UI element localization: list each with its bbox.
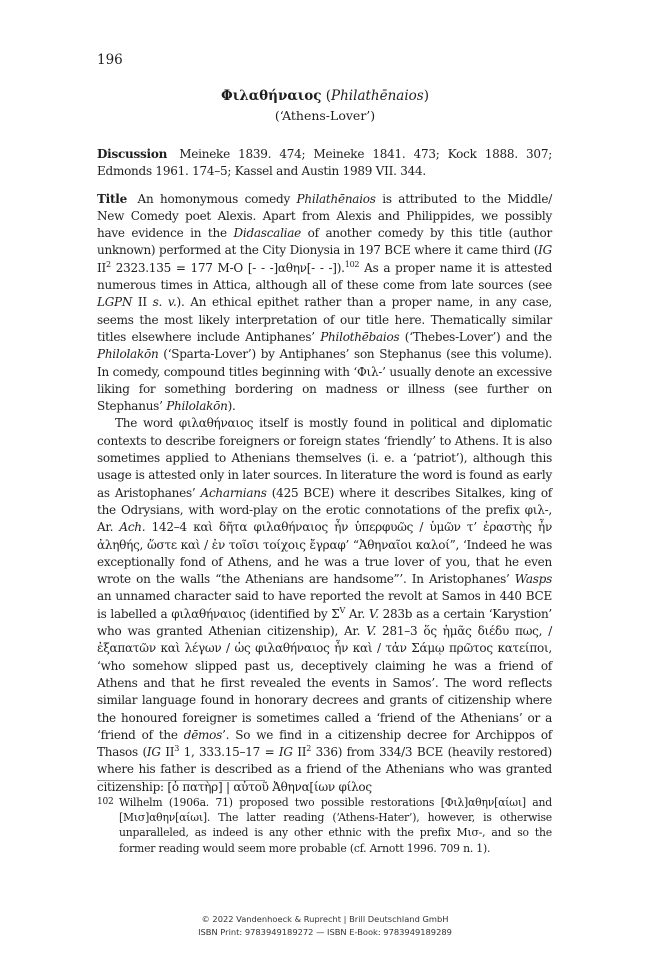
text-run: 336) from 334/3 BCE (heavily restored) where his father is described as a friend of the Athenians who was granted citizenship: [ὁ πατὴρ] | αὐτοῦ Ἀθηνα[ίων φίλος — [97, 745, 552, 794]
italic-run: IG — [278, 745, 293, 760]
italic-run: Acharnians — [200, 485, 267, 500]
text-run: An homonymous comedy — [137, 191, 297, 206]
discussion-paragraph — [97, 146, 552, 181]
text-run: II — [160, 745, 175, 760]
text-run: The word φιλαθήναιος itself is mostly found in political and diplomatic contexts to describe foreigners or foreign states ‘friendly’ to Athens. It is also sometimes applied to Athenians themselves (i. e. a ‘patriot’), although this usage is attested only in later sources. In literature the word is found as early as Aristophanes’ — [97, 416, 552, 500]
footnote-ref[interactable]: 102 — [344, 259, 360, 269]
entry-title-greek: Φιλαθήναιος — [220, 88, 322, 104]
italic-run: s. v. — [152, 295, 177, 310]
entry-body — [97, 146, 552, 796]
text-run: (‘Thebes-Lover’) and the — [399, 329, 552, 344]
publisher-copyright: © 2022 Vandenhoeck & Ruprecht | Brill Deutschland GmbH — [201, 914, 449, 924]
italic-run: IG — [146, 745, 161, 760]
footnote-text: Wilhelm (1906a. 71) proposed two possible restorations [Φιλ]αθην[αίωι] and [Μισ]αθην[αίωι]. The latter reading (‘Athens-Hater’), however, is otherwise unparalleled, as indeed is any other ethnic with the prefix Μισ-, and so the former reading would seem more probable (cf. Arnott 1996. 709 n. 1). — [119, 796, 552, 855]
publisher-isbn: ISBN Print: 9783949189272 — ISBN E-Book: 9783949189289 — [198, 927, 452, 937]
italic-run: Philothēbaios — [320, 329, 400, 344]
italic-run: Ach. — [119, 520, 146, 535]
italic-run: V. — [366, 624, 377, 639]
text-run: Ar. — [345, 606, 369, 621]
italic-run: Philathēnaios — [296, 191, 376, 206]
text-run: 283b as a certain ‘Karystion’ who was granted Athenian citizenship), Ar. — [97, 606, 552, 639]
text-run: ). An ethical epithet rather than a proper name, in any case, seems the most likely interpretation of our title here. Thematically similar titles elsewhere include Antiphanes’ — [97, 295, 552, 344]
text-run: II — [132, 295, 153, 310]
text-run: an unnamed character said to have reported the revolt at Samos in 440 BCE is labelled a φιλαθήναιος (identified by Σ — [97, 589, 552, 621]
superscript: V — [339, 605, 346, 615]
italic-run: Wasps — [514, 572, 552, 587]
text-run: 1, 333.15–17 = — [179, 745, 279, 760]
entry-title-transliteration: Philathēnaios — [331, 88, 424, 104]
italic-run: IG — [538, 243, 552, 258]
text-run: II — [97, 260, 106, 275]
text-run: (425 BCE) where it describes Sitalkes, king of the Odrysians, with word-play on the erotic connotations of the prefix φιλ-, Ar. — [97, 485, 552, 535]
superscript: 2 — [306, 744, 312, 754]
text-run: (‘Sparta-Lover’) by Antiphanes’ son Stephanus (see this volume). In comedy, compound titles beginning with ‘Φιλ-’ usually denote an excessive liking for something bordering on madness or illness (see further on Stephanus’ — [97, 347, 552, 414]
discussion-label: Discussion — [97, 147, 168, 161]
text-run: ). — [227, 399, 236, 414]
entry-title — [0, 88, 650, 104]
text-run: of another comedy by this title (author unknown) performed at the City Dionysia in 197 BCE where it came third ( — [97, 226, 553, 258]
title-paragraph — [97, 191, 552, 416]
footnote — [97, 795, 552, 856]
text-run: As a proper name it is attested numerous times in Attica, although all of these come from late sources (see — [97, 260, 553, 293]
discussion-text: Meineke 1839. 474; Meineke 1841. 473; Kock 1888. 307; Edmonds 1961. 174–5; Kassel and Austin 1989 VII. 344. — [97, 147, 552, 179]
page-number: 196 — [97, 52, 123, 68]
superscript: 2 — [105, 259, 111, 269]
italic-run: dēmos — [183, 727, 223, 742]
italic-run: V. — [368, 606, 379, 621]
word-paragraph — [97, 415, 552, 796]
text-run: 142–4 καὶ δῆτα φιλαθήναιος ἦν ὑπερφυῶς / ὑμῶν τ’ ἐραστὴς ἦν ἀληθής, ὥστε καὶ / ἐν τοῖσι τοίχοις ἔγραφ’ “Ἀθηναῖοι καλοί”, ‘Indeed he was exceptionally fond of Athens, and he was a true lover of you, that he even wrote on the walls “the Athenians are handsome”’. In Aristophanes’ — [97, 520, 552, 587]
text-run: 2323.135 = 177 M-O [- - -]αθην[- - -]). — [110, 260, 345, 275]
paren-close: ) — [423, 88, 429, 104]
text-run: is attributed to the Middle/ New Comedy poet Alexis. Apart from Alexis and Philippides, we possibly have evidence in the — [97, 191, 552, 241]
italic-run: Philolakōn — [97, 347, 159, 362]
text-run: II — [292, 745, 307, 760]
paren-open: ( — [321, 88, 332, 104]
entry-subtitle: (‘Athens-Lover’) — [274, 108, 376, 123]
text-run: 281–3 ὅς ἡμᾶς διέδυ πως, / ἐξαπατῶν καὶ λέγων / ὡς φιλαθήναιος ἦν καὶ / τἀν Σάμῳ πρῶτος κατείποι, ‘who somehow slipped past us, deceptively claiming he was a friend of Athens and that he first revealed the events in Samos’. The word reflects similar language found in honorary decrees and grants of citizenship where the honoured foreigner is sometimes called a ‘friend of the Athenians’ or a ‘friend of the — [97, 624, 552, 742]
text-run: ’. So we find in a citizenship decree for Archippos of Thasos ( — [97, 727, 552, 760]
italic-run: Philolakōn — [166, 399, 228, 414]
title-label: Title — [97, 191, 127, 206]
footnote-divider — [97, 780, 265, 781]
italic-run: Didascaliae — [233, 226, 301, 241]
footnote-number: 102 — [97, 797, 114, 807]
superscript: 3 — [174, 744, 180, 754]
italic-run: LGPN — [97, 295, 133, 310]
